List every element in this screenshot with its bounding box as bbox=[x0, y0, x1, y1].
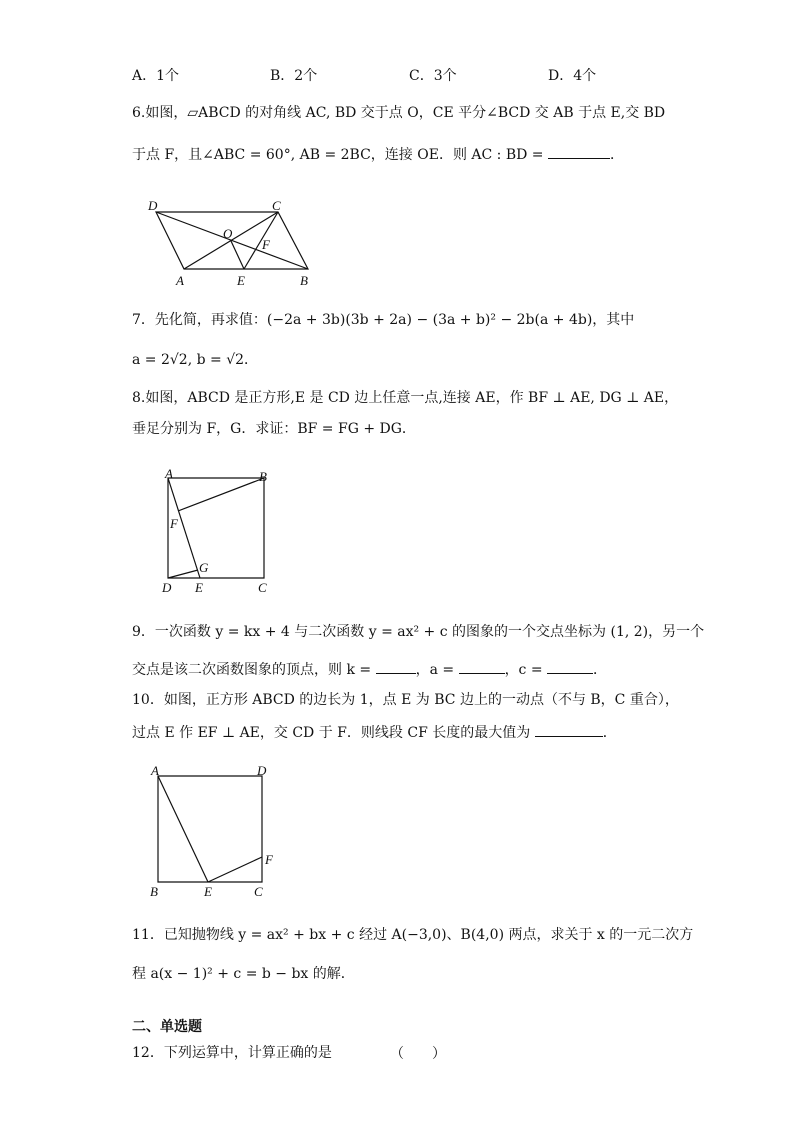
label-e: E bbox=[237, 273, 245, 288]
q9-blank-c[interactable] bbox=[547, 659, 593, 674]
q6-line2 bbox=[132, 144, 624, 165]
q9-line2-text-b: ，a = bbox=[415, 662, 455, 678]
label-b: B bbox=[259, 469, 267, 484]
label-o: O bbox=[223, 226, 233, 241]
q6-line1: 6.如图，▱ABCD 的对角线 AC, BD 交于点 O，CE 平分∠BCD 交 AB 于点 E,交 BD bbox=[132, 105, 666, 121]
q9-blank-a[interactable] bbox=[459, 659, 505, 674]
q9-line2-text-a: 交点是该二次函数图象的顶点，则 k = bbox=[132, 662, 372, 678]
q10-line2 bbox=[132, 722, 617, 743]
option-b: B．2个 bbox=[270, 68, 318, 84]
square-abcd-outline bbox=[158, 776, 262, 882]
option-a: A．1个 bbox=[132, 68, 180, 84]
label-a: A bbox=[165, 466, 173, 481]
segment-oe bbox=[231, 241, 244, 269]
section-title: 二、单选题 bbox=[132, 1019, 202, 1035]
segment-ef bbox=[208, 857, 262, 882]
label-e: E bbox=[195, 580, 203, 595]
segment-ce bbox=[244, 212, 278, 269]
label-d: D bbox=[257, 763, 267, 778]
q6-line2-text: 于点 F，且∠ABC = 60°, AB = 2BC，连接 OE．则 AC : BD = bbox=[132, 147, 544, 163]
label-g: G bbox=[199, 560, 209, 575]
q7-line1: 7．先化简，再求值：(−2a + 3b)(3b + 2a) − (3a + b)² − 2b(a + 4b)，其中 bbox=[132, 312, 635, 328]
segment-dg bbox=[168, 570, 198, 578]
label-d: D bbox=[162, 580, 172, 595]
q12-text: 12．下列运算中，计算正确的是 bbox=[132, 1045, 332, 1061]
label-b: B bbox=[300, 273, 308, 288]
q11-line2: 程 a(x − 1)² + c = b − bx 的解． bbox=[132, 966, 355, 982]
q9-line2 bbox=[132, 659, 607, 680]
option-c: C．3个 bbox=[409, 68, 457, 84]
label-f: F bbox=[170, 516, 178, 531]
label-f: F bbox=[262, 237, 270, 252]
q6-line2-end: ． bbox=[610, 147, 624, 163]
label-a: A bbox=[151, 763, 159, 778]
q9-line1: 9．一次函数 y = kx + 4 与二次函数 y = ax² + c 的图象的一个交点坐标为 (1, 2)，另一个 bbox=[132, 624, 705, 640]
q11-line1: 11．已知抛物线 y = ax² + bx + c 经过 A(−3,0)、B(4,0) 两点，求关于 x 的一元二次方 bbox=[132, 927, 694, 943]
option-d: D．4个 bbox=[548, 68, 597, 84]
q9-blank-k[interactable] bbox=[376, 659, 416, 674]
square-figure-q8 bbox=[156, 466, 286, 598]
q6-answer-blank[interactable] bbox=[548, 144, 610, 159]
segment-bf bbox=[178, 478, 264, 511]
square-abcd-outline bbox=[168, 478, 264, 578]
q8-line2: 垂足分别为 F，G．求证：BF = FG + DG． bbox=[132, 421, 416, 437]
label-d: D bbox=[148, 198, 158, 213]
label-a: A bbox=[176, 273, 184, 288]
q10-line2-end: ． bbox=[602, 725, 617, 741]
q10-answer-blank[interactable] bbox=[535, 722, 603, 737]
q10-line1: 10．如图，正方形 ABCD 的边长为 1，点 E 为 BC 边上的一动点（不与 B，C 重合）， bbox=[132, 692, 679, 708]
label-b: B bbox=[150, 884, 158, 899]
q9-line2-end: ． bbox=[593, 662, 608, 678]
q9-line2-text-c: ，c = bbox=[504, 662, 543, 678]
label-f: F bbox=[265, 852, 273, 867]
q8-line1: 8.如图，ABCD 是正方形,E 是 CD 边上任意一点,连接 AE，作 BF ⊥ AE, DG ⊥ AE， bbox=[132, 390, 679, 406]
label-e: E bbox=[204, 884, 212, 899]
segment-ae bbox=[158, 776, 208, 882]
q7-line2: a = 2√2, b = √2． bbox=[132, 352, 259, 368]
parallelogram-figure bbox=[140, 196, 320, 292]
label-c: C bbox=[258, 580, 267, 595]
square-figure-q10 bbox=[146, 760, 286, 900]
label-c: C bbox=[254, 884, 263, 899]
label-c: C bbox=[272, 198, 281, 213]
q12-answer-paren[interactable]: （ ） bbox=[390, 1046, 446, 1062]
q10-line2-text: 过点 E 作 EF ⊥ AE，交 CD 于 F．则线段 CF 长度的最大值为 bbox=[132, 725, 531, 741]
